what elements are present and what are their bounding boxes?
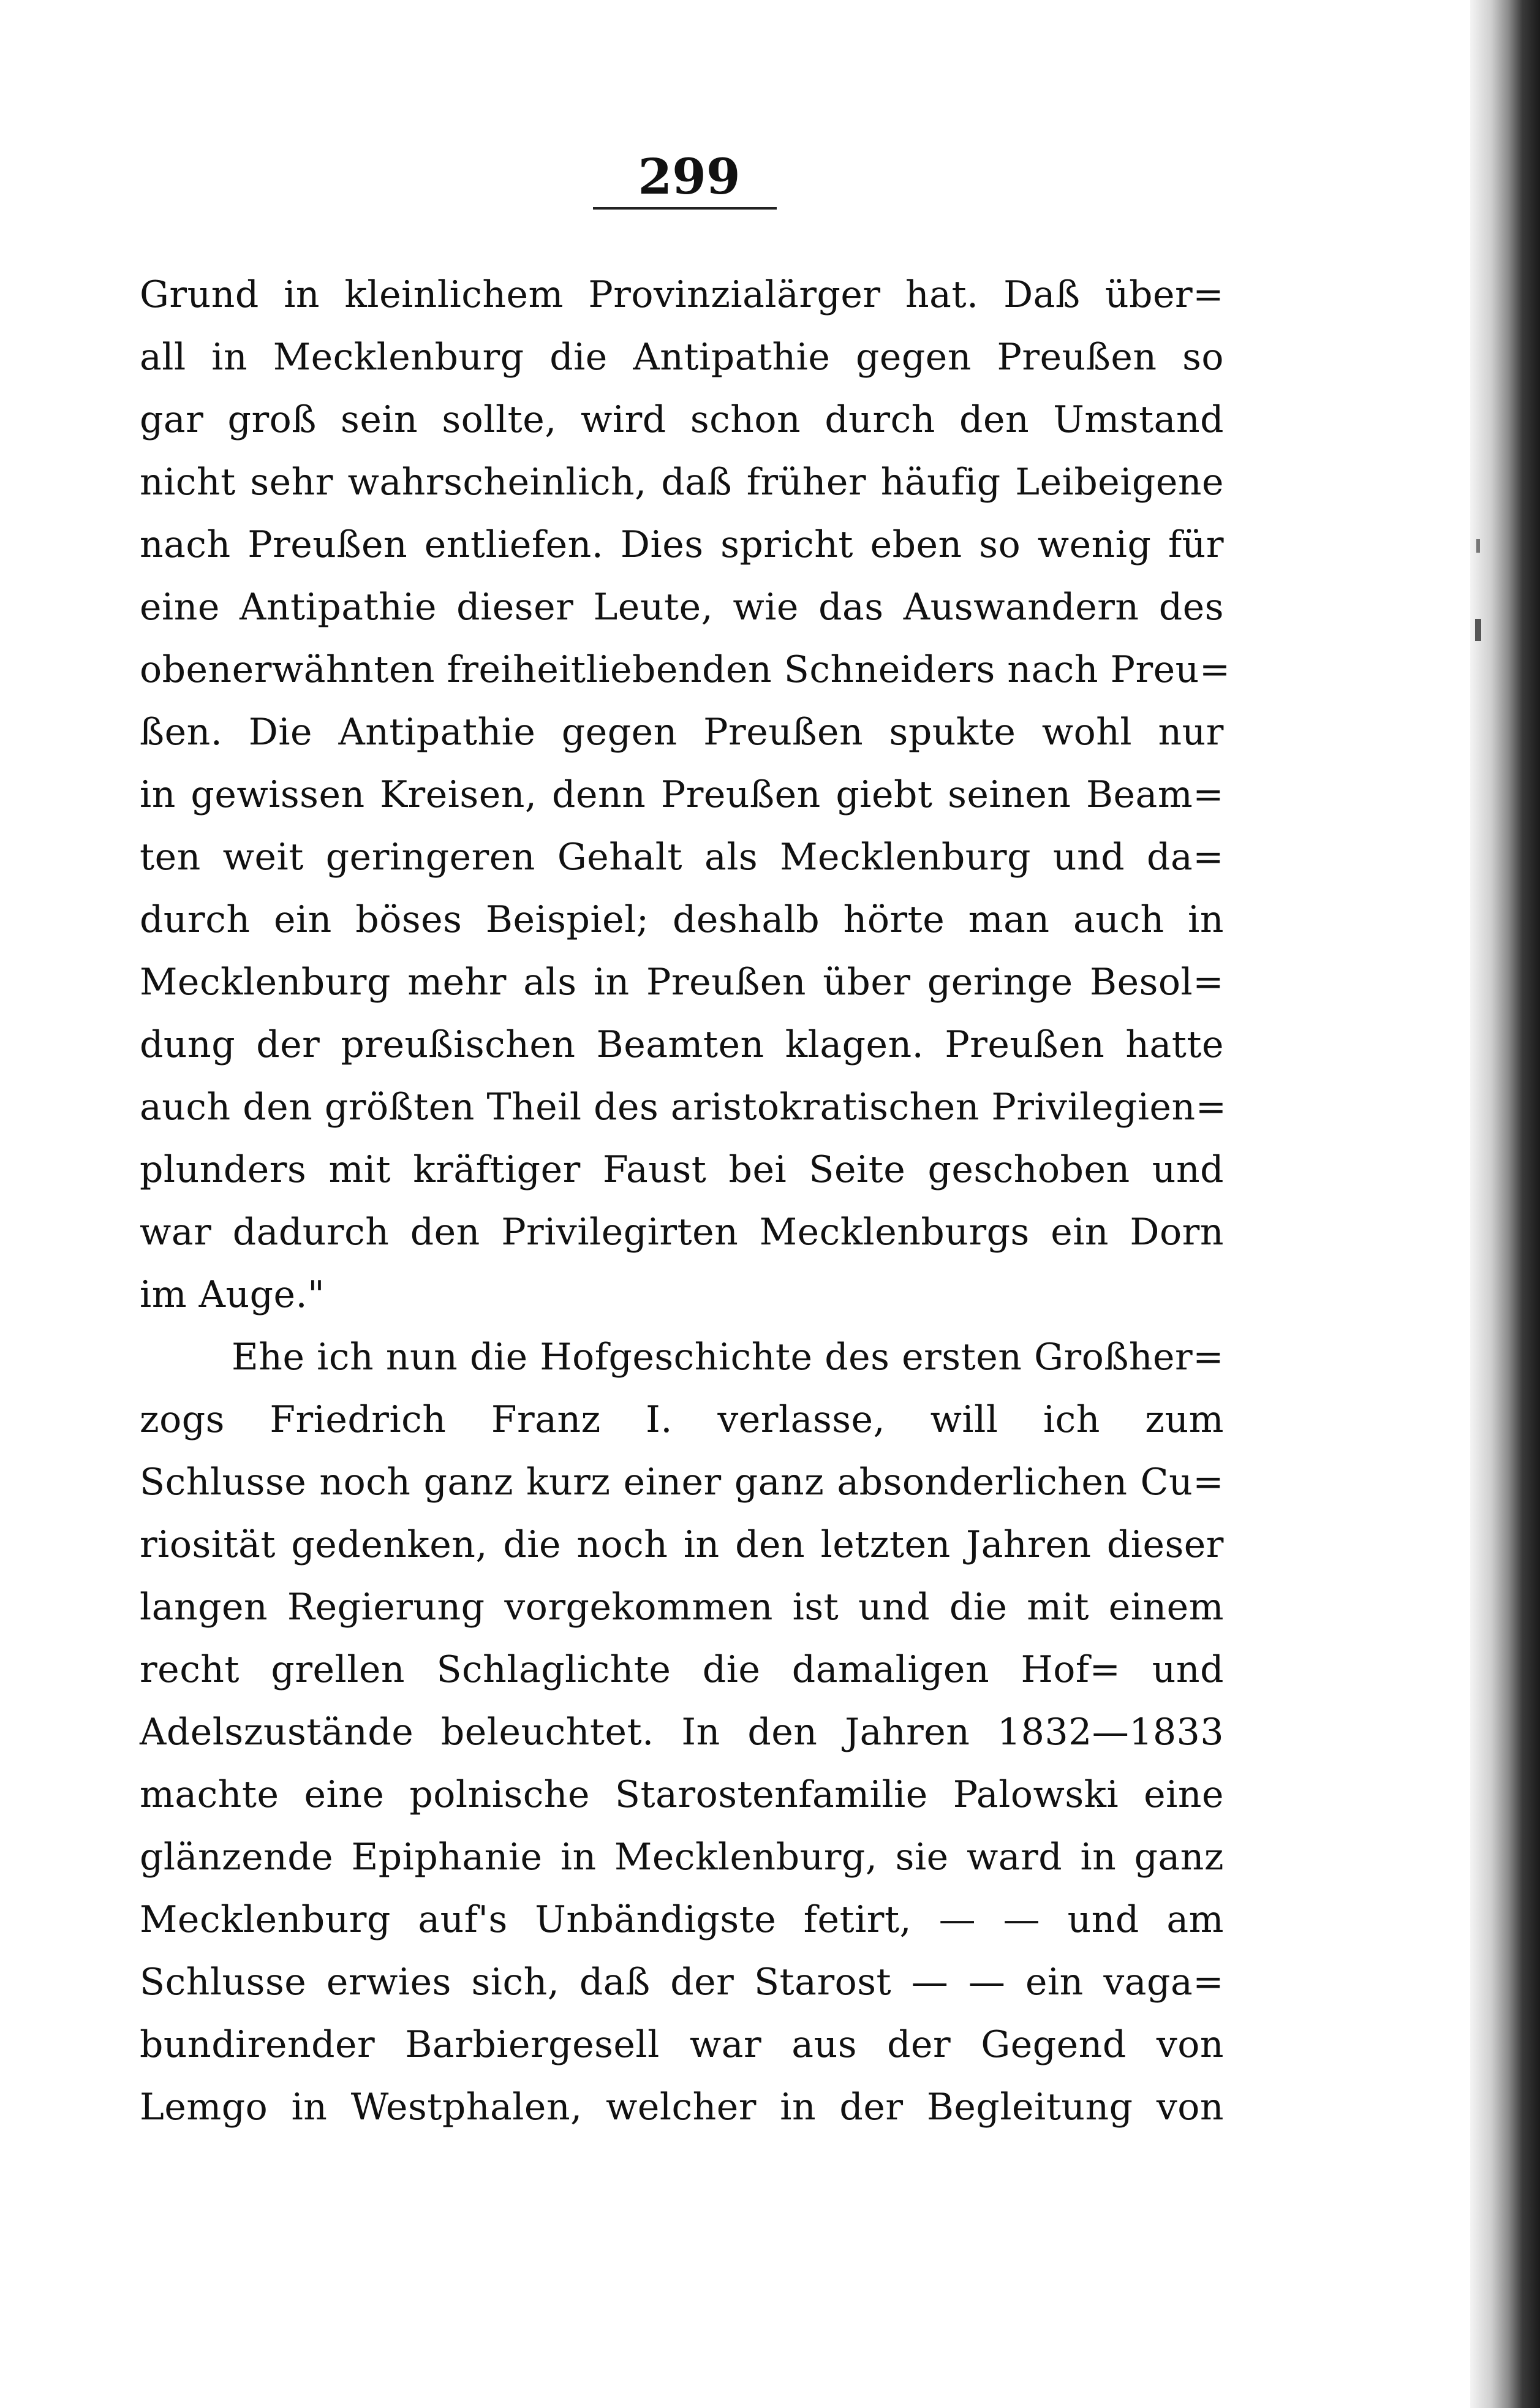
page-number: 299: [638, 148, 741, 205]
page-edge-shadow: [1470, 0, 1540, 2408]
page-edge-mark: [1475, 619, 1481, 641]
body-text: [140, 263, 1231, 2138]
text-line: auch den größten Theil des aristokratischen Privilegien=: [140, 1086, 1227, 1129]
text-line: langen Regierung vorgekommen ist und die mit einem: [140, 1586, 1224, 1629]
text-line: all in Mecklenburg die Antipathie gegen Preußen so: [140, 336, 1224, 379]
page-number-rule: [593, 207, 777, 210]
text-line: Adelszustände beleuchtet. In den Jahren 1832—1833: [140, 1711, 1224, 1754]
text-line: recht grellen Schlaglichte die damaligen Hof= und: [140, 1648, 1224, 1691]
page-edge-mark: [1476, 539, 1480, 553]
text-line: gar groß sein sollte, wird schon durch den Umstand: [140, 398, 1224, 441]
text-line: Mecklenburg mehr als in Preußen über geringe Besol=: [140, 961, 1224, 1004]
text-line: im Auge.": [140, 1273, 325, 1316]
text-line: machte eine polnische Starostenfamilie Palowski eine: [140, 1773, 1224, 1816]
text-line: nach Preußen entliefen. Dies spricht eben so wenig für: [140, 523, 1224, 566]
text-line: war dadurch den Privilegirten Mecklenburgs ein Dorn: [140, 1211, 1224, 1254]
text-line: dung der preußischen Beamten klagen. Preußen hatte: [140, 1023, 1224, 1066]
paragraph-2: [140, 1326, 1224, 2138]
text-line: zogs Friedrich Franz I. verlasse, will ich zum: [140, 1398, 1224, 1441]
text-line: Mecklenburg auf's Unbändigste fetirt, — — und am: [140, 1898, 1224, 1941]
paragraph-1: [140, 263, 1231, 1326]
text-line: bundirender Barbiergesell war aus der Gegend von: [140, 2023, 1224, 2066]
text-line: Grund in kleinlichem Provinzialärger hat. Daß über=: [140, 273, 1224, 316]
text-line: eine Antipathie dieser Leute, wie das Auswandern des: [140, 586, 1224, 629]
text-line: glänzende Epiphanie in Mecklenburg, sie ward in ganz: [140, 1836, 1224, 1879]
text-line: Lemgo in Westphalen, welcher in der Begleitung von: [140, 2086, 1224, 2129]
text-line: plunders mit kräftiger Faust bei Seite geschoben und: [140, 1148, 1224, 1191]
text-line: nicht sehr wahrscheinlich, daß früher häufig Leibeigene: [140, 461, 1224, 504]
text-line: ten weit geringeren Gehalt als Mecklenburg und da=: [140, 836, 1224, 879]
text-line: ßen. Die Antipathie gegen Preußen spukte wohl nur: [140, 711, 1224, 754]
text-line: obenerwähnten freiheitliebenden Schneiders nach Preu=: [140, 648, 1231, 691]
text-line: durch ein böses Beispiel; deshalb hörte man auch in: [140, 898, 1224, 941]
text-line: riosität gedenken, die noch in den letzten Jahren dieser: [140, 1523, 1224, 1566]
text-line: Schlusse erwies sich, daß der Starost — — ein vaga=: [140, 1961, 1224, 2004]
text-line: in gewissen Kreisen, denn Preußen giebt seinen Beam=: [140, 773, 1224, 816]
text-line: Schlusse noch ganz kurz einer ganz absonderlichen Cu=: [140, 1461, 1224, 1504]
text-line: Ehe ich nun die Hofgeschichte des ersten Großher=: [232, 1336, 1224, 1379]
